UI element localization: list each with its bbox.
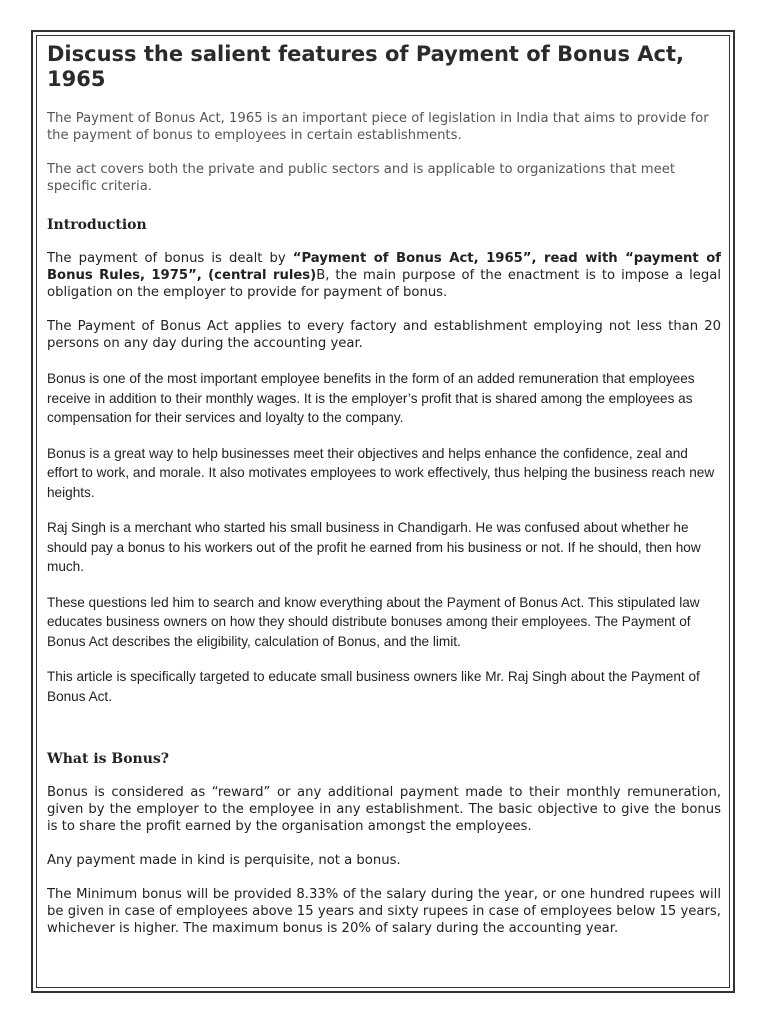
introduction-paragraph-5: Raj Singh is a merchant who started his small business in Chandigarh. He was confused about whether he should pay a bonus to his workers out of the profit he earned from his business or not. If he should, then how much. (47, 520, 701, 574)
what-is-bonus-heading: What is Bonus? (47, 751, 170, 767)
introduction-paragraph-3: Bonus is one of the most important employee benefits in the form of an added remuneration that employees receive in addition to their monthly wages. It is the employer’s profit that is shared among the employees as compensation for their services and loyalty to the company. (47, 371, 695, 425)
introduction-heading: Introduction (47, 217, 147, 233)
introduction-paragraph-6: These questions led him to search and know everything about the Payment of Bonus Act. This stipulated law educates business owners on how they should distribute bonuses among their employees. The Payment of Bonus Act describes the eligibility, calculation of Bonus, and the limit. (47, 594, 700, 649)
introduction-paragraph-1 (47, 250, 721, 301)
intro-paragraph-2: The act covers both the private and public sectors and is applicable to organizations that meet specific criteria. (47, 162, 676, 194)
introduction-paragraph-4: Bonus is a great way to help businesses meet their objectives and helps enhance the confidence, zeal and effort to work, and morale. It also motivates employees to work effectively, thus helping the business reach new heights. (47, 445, 715, 500)
intro-paragraph-1: The Payment of Bonus Act, 1965 is an important piece of legislation in India that aims to provide for the payment of bonus to employees in certain establishments. (47, 111, 709, 143)
what-is-bonus-paragraph-2: Any payment made in kind is perquisite, not a bonus. (47, 853, 401, 868)
what-is-bonus-paragraph-3: The Minimum bonus will be provided 8.33% of the salary during the year, or one hundred rupees will be given in case of employees above 15 years and sixty rupees in case of employees below 15 years, whichever is higher. The maximum bonus is 20% of salary during the accounting year. (47, 887, 721, 936)
introduction-lead-text: The payment of bonus is dealt by (47, 251, 293, 266)
document-body (47, 42, 721, 954)
act-reference-bold: “Payment of Bonus Act, 1965”, read with “payment of Bonus Rules, 1975”, (central rules) (47, 251, 722, 283)
introduction-paragraph-7: This article is specifically targeted to educate small business owners like Mr. Raj Singh about the Payment of Bonus Act. (47, 669, 700, 704)
page-title: Discuss the salient features of Payment of Bonus Act, 1965 (47, 42, 685, 91)
introduction-paragraph-2: The Payment of Bonus Act applies to every factory and establishment employing not less than 20 persons on any day during the accounting year. (47, 319, 721, 351)
what-is-bonus-paragraph-1: Bonus is considered as “reward” or any additional payment made to their monthly remuneration, given by the employer to the employee in any establishment. The basic objective to give the bonus is to share the profit earned by the organisation amongst the employees. (47, 785, 721, 834)
section-spacer (47, 722, 721, 745)
introduction-tail-text: B, the main purpose of the enactment is to impose a legal obligation on the employer to provide for payment of bonus. (47, 268, 721, 300)
